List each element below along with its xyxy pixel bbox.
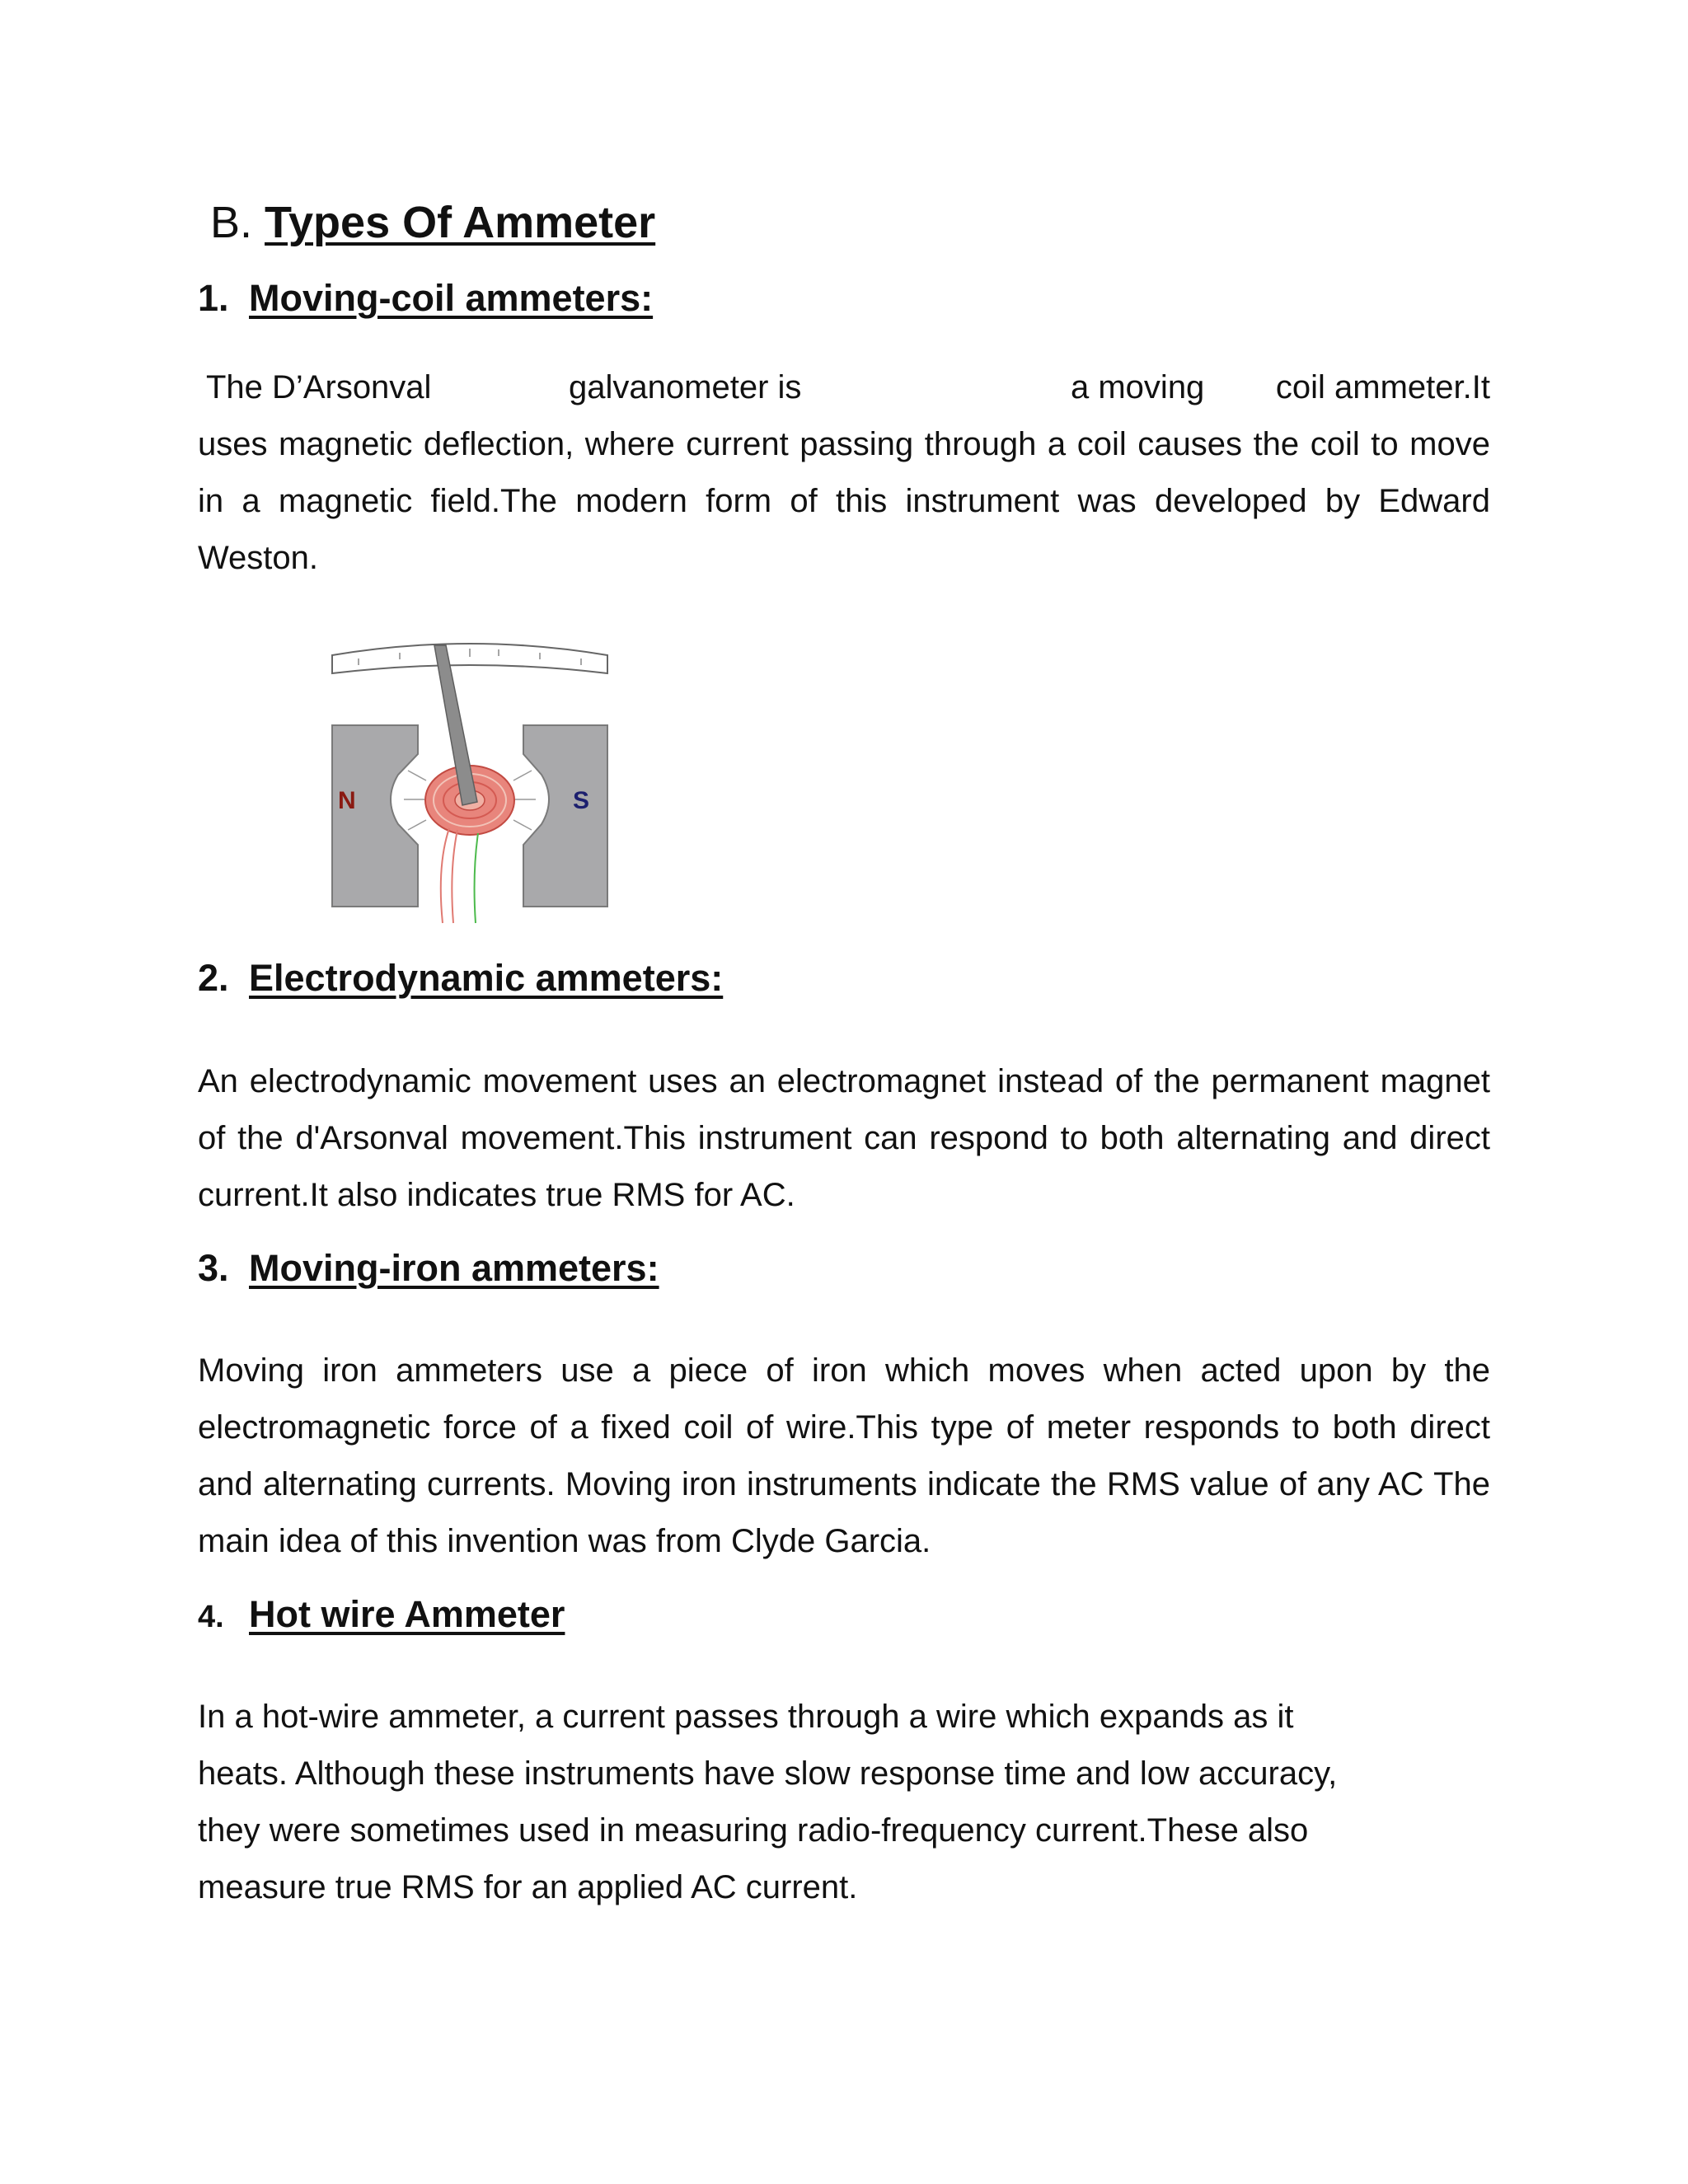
section-title-text: Types Of Ammeter <box>265 198 656 247</box>
paragraph-line: In a hot-wire ammeter, a current passes through a wire which expands as it <box>198 1699 1294 1735</box>
paragraph-hot-wire <box>198 1689 1490 1916</box>
section-letter: B. <box>210 198 253 247</box>
heading-moving-iron <box>198 1246 659 1291</box>
lead-wire-green <box>475 833 478 923</box>
heading-text: Hot wire Ammeter <box>249 1593 565 1635</box>
paragraph-moving-coil <box>198 359 1490 587</box>
word-group: a moving <box>1071 369 1205 405</box>
heading-text: Electrodynamic ammeters: <box>249 957 724 999</box>
dial-scale <box>332 644 607 673</box>
heading-number: 3. <box>198 1247 229 1289</box>
south-pole <box>523 725 607 907</box>
section-title <box>210 196 655 250</box>
paragraph-line: they were sometimes used in measuring radio-frequency current.These also <box>198 1812 1309 1849</box>
paragraph-first-line <box>198 359 1490 416</box>
heading-moving-coil <box>198 276 653 321</box>
north-pole <box>332 725 418 907</box>
paragraph-line: heats. Although these instruments have slow response time and low accuracy, <box>198 1755 1338 1792</box>
galvanometer-diagram <box>326 639 614 935</box>
paragraph-moving-iron: Moving iron ammeters use a piece of iron which moves when acted upon by the electromagnetic force of a fixed coil of wire.This type of meter responds to both direct and alternating currents. Moving iron instruments indicate the RMS value of any AC The main idea of this invention was from Clyde Garcia. <box>198 1352 1490 1559</box>
word-group: coil ammeter.It <box>1275 369 1490 405</box>
heading-text: Moving-iron ammeters: <box>249 1247 659 1289</box>
heading-text: Moving-coil ammeters: <box>249 277 654 319</box>
paragraph-line: measure true RMS for an applied AC current. <box>198 1869 858 1905</box>
word-group: The D’Arsonval <box>206 369 432 405</box>
heading-number: 1. <box>198 277 229 319</box>
south-label: S <box>573 787 590 814</box>
heading-hot-wire <box>198 1592 565 1637</box>
heading-number: 4. <box>198 1600 224 1634</box>
north-label: N <box>338 787 356 814</box>
lead-wire-red <box>441 828 449 923</box>
word-group: galvanometer is <box>569 369 802 405</box>
paragraph-electrodynamic: An electrodynamic movement uses an electromagnet instead of the permanent magnet of the d'Arsonval movement.This instrument can respond to both alternating and direct current.It also indicates true RMS for AC. <box>198 1063 1490 1213</box>
heading-electrodynamic <box>198 956 723 1001</box>
paragraph-body: uses magnetic deflection, where current passing through a coil causes the coil to move in a magnetic field.The modern form of this instrument was developed by Edward Weston. <box>198 426 1490 576</box>
heading-number: 2. <box>198 957 229 999</box>
